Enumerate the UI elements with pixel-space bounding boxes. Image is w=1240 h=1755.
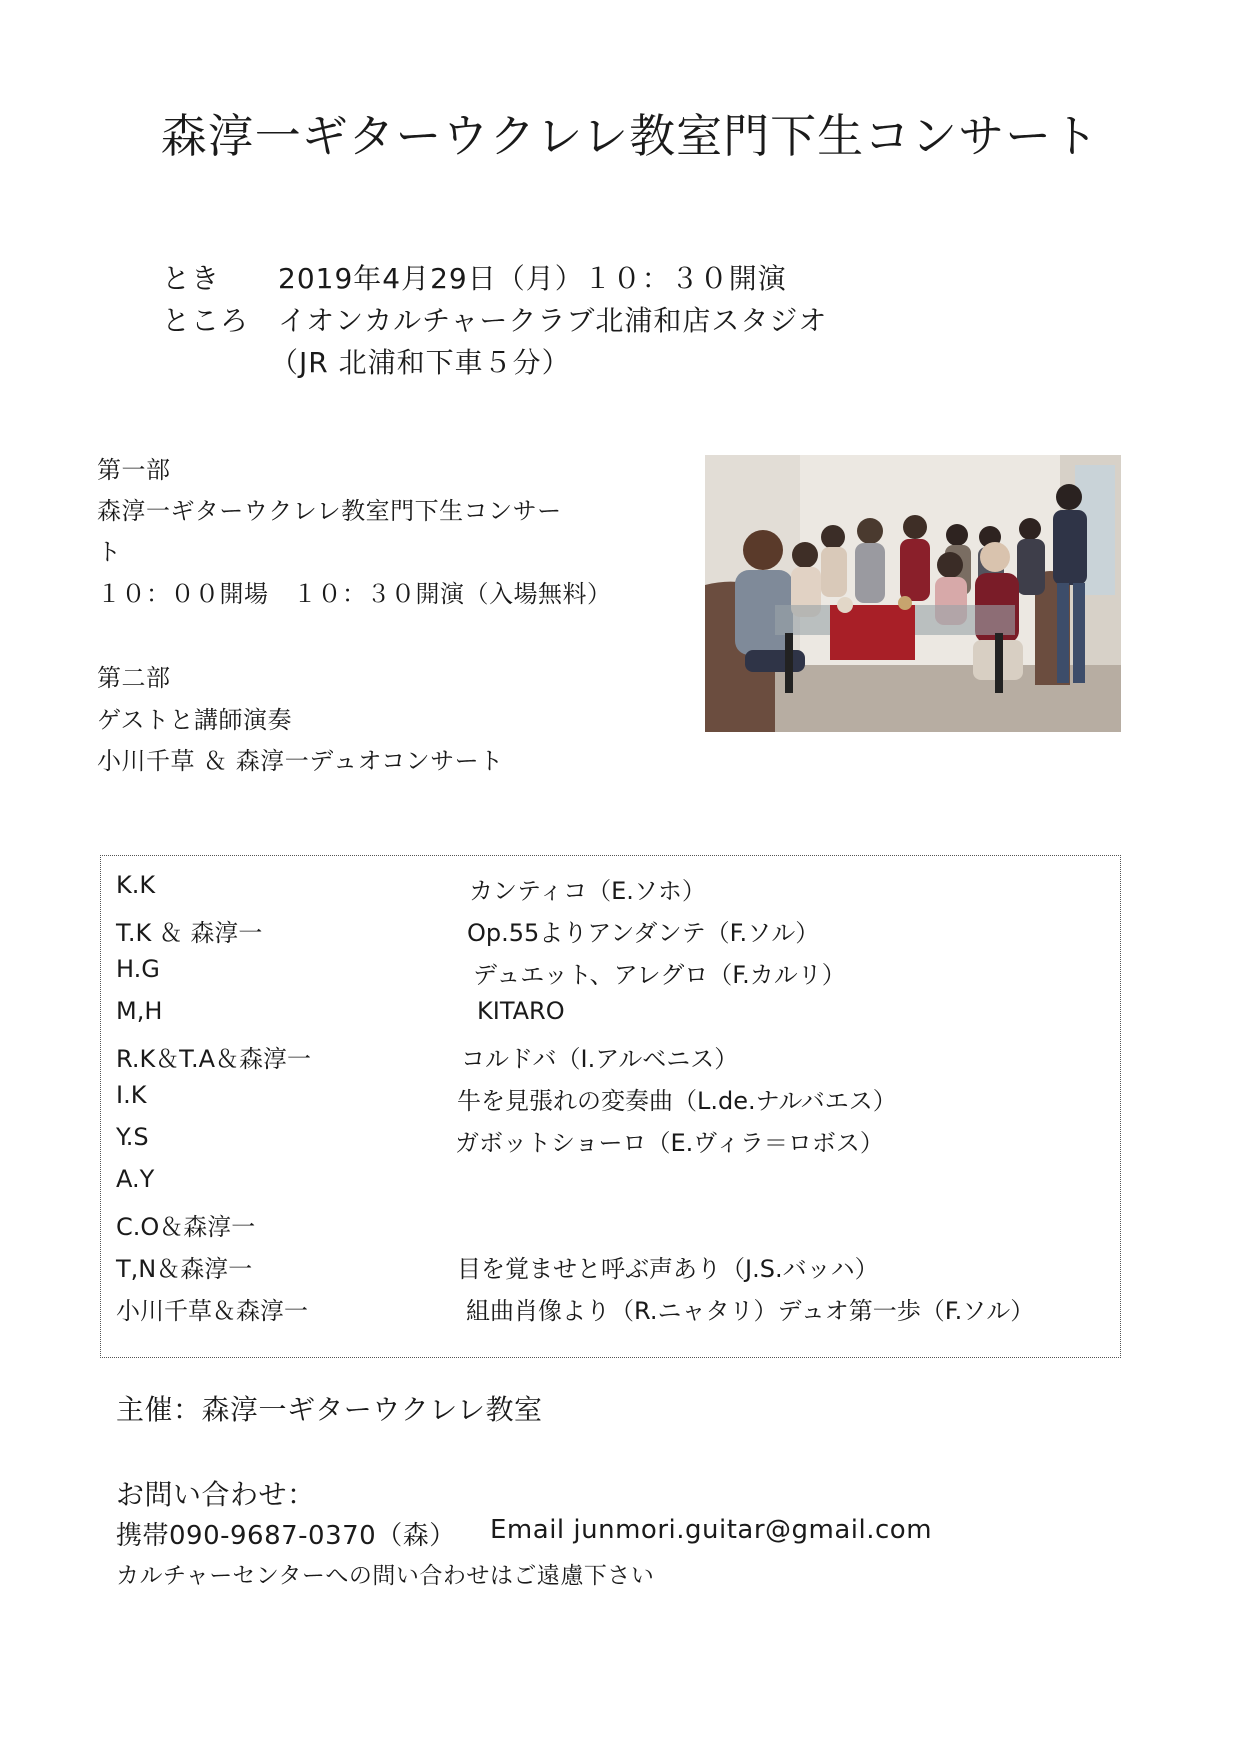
- list-item: [101, 1081, 1120, 1123]
- date-value: 2019年4月29日（月）１０：３０開演: [278, 262, 787, 295]
- performer-piece: 組曲肖像より（R.ニャタリ）デュオ第一歩（F.ソル）: [466, 1297, 1035, 1325]
- group-photo: [705, 455, 1121, 732]
- date-label: とき: [162, 262, 221, 295]
- venue-access-note: （JR 北浦和下車５分）: [270, 346, 571, 379]
- list-item: [101, 1039, 1120, 1081]
- list-item: [101, 1165, 1120, 1207]
- performer-list: [100, 855, 1121, 1358]
- group-photo-icon: [705, 455, 1121, 732]
- list-item: [101, 1207, 1120, 1249]
- part1-title-continued: ト: [97, 538, 122, 566]
- event-date-row: [162, 257, 787, 297]
- list-item: [101, 871, 1120, 913]
- part1-heading: 第一部: [97, 456, 171, 484]
- performer-piece: KITARO: [477, 997, 565, 1025]
- contact-note: カルチャーセンターへの問い合わせはご遠慮下さい: [116, 1563, 655, 1589]
- page-title: 森淳一ギターウクレレ教室門下生コンサート: [160, 109, 1100, 163]
- list-item: [101, 955, 1120, 997]
- contact-email: Email junmori.guitar@gmail.com: [490, 1515, 933, 1545]
- list-item: [101, 1123, 1120, 1165]
- part2-duo: 小川千草 ＆ 森淳一デュオコンサート: [97, 747, 504, 775]
- contact-phone: 携帯090-9687-0370（森）: [116, 1521, 456, 1551]
- performer-name: R.K＆T.A＆森淳一: [116, 1045, 312, 1073]
- list-item: [101, 1249, 1120, 1291]
- performer-piece: 牛を見張れの変奏曲（L.de.ナルバエス）: [457, 1087, 897, 1115]
- performer-piece: Op.55よりアンダンテ（F.ソル）: [467, 919, 820, 947]
- performer-name: H.G: [116, 955, 160, 983]
- list-item: [101, 913, 1120, 955]
- performer-name: T.K ＆ 森淳一: [116, 919, 263, 947]
- performer-name: M,H: [116, 997, 163, 1025]
- performer-name: T,N＆森淳一: [116, 1255, 253, 1283]
- performer-name: K.K: [116, 871, 156, 899]
- part1-time: １０：００開場 １０：３０開演（入場無料）: [97, 580, 612, 608]
- list-item: [101, 1291, 1120, 1333]
- organizer: 主催：森淳一ギターウクレレ教室: [116, 1393, 543, 1426]
- performer-piece: デュエット、アレグロ（F.カルリ）: [473, 961, 846, 989]
- performer-piece: 目を覚ませと呼ぶ声あり（J.S.バッハ）: [457, 1255, 879, 1283]
- performer-name: Y.S: [116, 1123, 149, 1151]
- performer-name: A.Y: [116, 1165, 155, 1193]
- venue-label: ところ: [162, 304, 250, 337]
- part2-title: ゲストと講師演奏: [97, 706, 293, 734]
- contact-heading: お問い合わせ：: [116, 1478, 316, 1511]
- list-item: [101, 997, 1120, 1039]
- venue-value: イオンカルチャークラブ北浦和店スタジオ: [278, 304, 828, 337]
- part1-title: 森淳一ギターウクレレ教室門下生コンサー: [97, 497, 562, 525]
- performer-name: I.K: [116, 1081, 147, 1109]
- performer-name: 小川千草＆森淳一: [116, 1297, 308, 1325]
- performer-piece: コルドバ（I.アルベニス）: [461, 1045, 739, 1073]
- performer-name: C.O＆森淳一: [116, 1213, 256, 1241]
- event-venue-row: [162, 299, 827, 339]
- performer-piece: カンティコ（E.ソホ）: [469, 877, 706, 905]
- performer-piece: ガボットショーロ（E.ヴィラ＝ロボス）: [455, 1129, 884, 1157]
- part2-heading: 第二部: [97, 664, 171, 692]
